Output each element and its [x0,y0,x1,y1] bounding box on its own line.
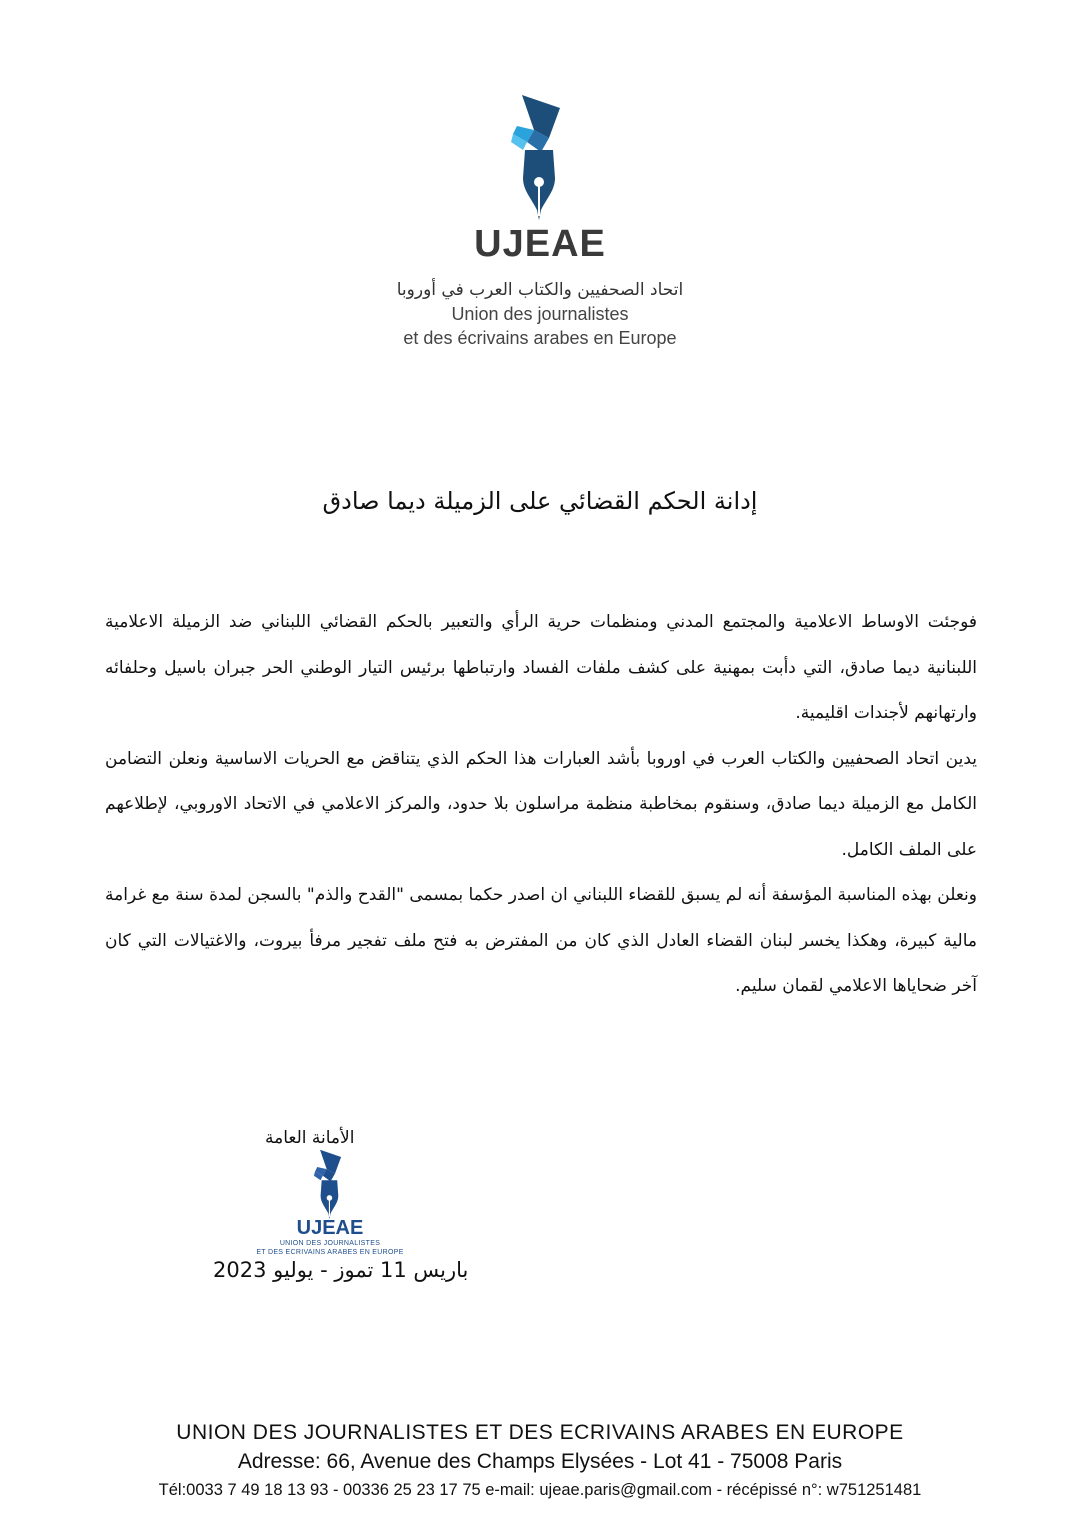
footer-address: Adresse: 66, Avenue des Champs Elysées - Lot 41 - 75008 Paris [237,1450,843,1473]
stamp-line2: ET DES ECRIVAINS ARABES EN EUROPE [256,1249,404,1256]
logo-french-name-line1: Union des journalistes [451,304,629,324]
logo-french-name-line2: et des écrivains arabes en Europe [403,328,677,348]
footer-organization: UNION DES JOURNALISTES ET DES ECRIVAINS ARABES EN EUROPE [176,1421,904,1444]
stamp-pen-icon [310,1147,350,1219]
logo-acronym: UJEAE [474,223,606,265]
footer-contact: Tél:0033 7 49 18 13 93 - 00336 25 23 17 75 e-mail: ujeae.paris@gmail.com - récépissé n°: w751251481 [158,1481,922,1499]
document-title: إدانة الحكم القضائي على الزميلة ديما صادق [322,487,758,515]
letterhead-logo [0,90,1080,350]
paragraph: يدين اتحاد الصحفيين والكتاب العرب في اوروبا بأشد العبارات هذا الحكم الذي يتناقض مع الحريات الاساسية ونعلن التضامن الكامل مع الزميلة ديما صادق، وسنقوم بمخاطبة منظمة مراسلون بلا حدود، والمركز الاعلامي في الاتحاد الاوروبي، لإطلاعهم على الملف الكامل. [105,748,977,860]
stamp-acronym: UJEAE [296,1217,364,1239]
signature-label: الأمانة العامة [265,1128,355,1148]
logo-arabic-name: اتحاد الصحفيين والكتاب العرب في أوروبا [396,280,684,300]
document-body [105,600,977,1010]
letterhead-footer [0,1418,1080,1504]
pen-nib-logo-icon [505,90,575,220]
signature-block [205,1125,495,1295]
paragraph: فوجئت الاوساط الاعلامية والمجتمع المدني ومنظمات حرية الرأي والتعبير بالحكم القضائي اللبناني ضد الزميلة الاعلامية اللبنانية ديما صادق، التي دأبت بمهنية على كشف ملفات الفساد وارتباطها برئيس التيار الوطني الحر جبران باسيل وحلفائه وارتهانهم لأجندات اقليمية. [105,612,977,723]
paragraph: ونعلن بهذه المناسبة المؤسفة أنه لم يسبق للقضاء اللبناني ان اصدر حكما بمسمى "القدح والذم" بالسجن لمدة سنة مع غرامة مالية كبيرة، وهكذا يخسر لبنان القضاء العادل الذي كان من المفترض به فتح ملف تفجير مرفأ بيروت، والاغتيالات التي كان آخر ضحاياها الاعلامي لقمان سليم. [105,885,977,996]
stamp [250,1147,410,1267]
signature-date: باريس 11 تموز - يوليو 2023 [213,1258,469,1282]
stamp-line1: UNION DES JOURNALISTES [279,1240,381,1247]
